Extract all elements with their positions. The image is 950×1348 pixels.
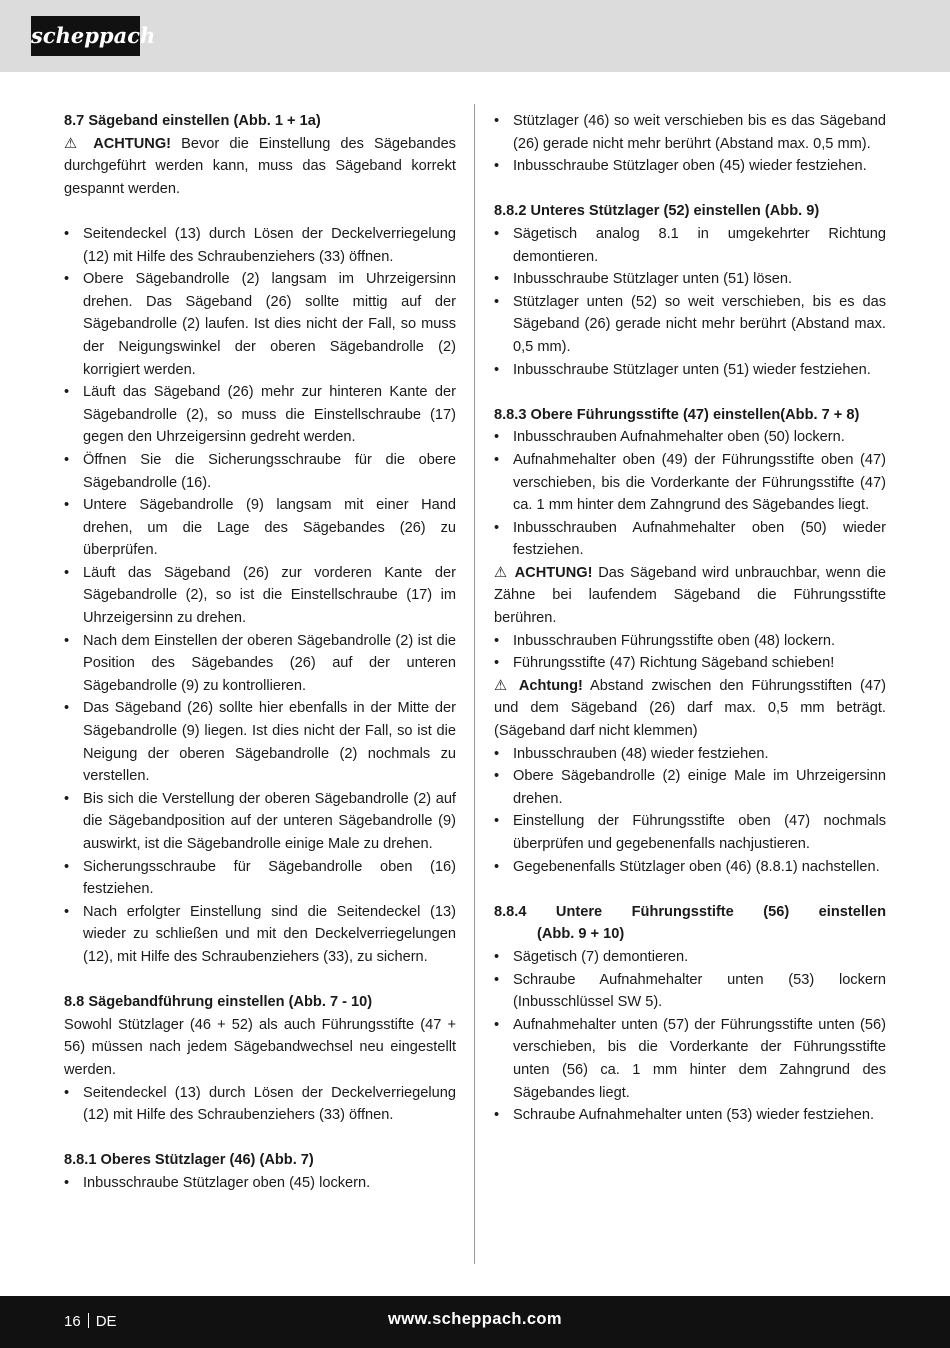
list-item: • Seitendeckel (13) durch Lösen der Deckelverriegelung (12) mit Hilfe des Schraubenziehers (33) öffnen. (64, 1082, 456, 1127)
list-item: • Läuft das Sägeband (26) zur vorderen Kante der Sägebandrolle (2), so ist die Einstellschraube (17) im Uhrzeigersinn zu drehen. (64, 562, 456, 630)
list-item: • Inbusschraube Stützlager oben (45) wieder festziehen. (494, 155, 886, 178)
section-8-8-1-list (64, 1172, 456, 1195)
section-8-8-1-list-continued (494, 110, 886, 178)
section-8-8-3-heading: 8.8.3 Obere Führungsstifte (47) einstellen(Abb. 7 + 8) (494, 406, 860, 423)
list-item: • Schraube Aufnahmehalter unten (53) wieder festziehen. (494, 1104, 886, 1127)
list-item: • Schraube Aufnahmehalter unten (53) lockern (Inbusschlüssel SW 5). (494, 969, 886, 1014)
list-item: • Gegebenenfalls Stützlager oben (46) (8.8.1) nachstellen. (494, 856, 886, 879)
list-item: • Aufnahmehalter oben (49) der Führungsstifte oben (47) verschieben, bis die Vorderkante der Führungsstifte (47) ca. 1 mm hinter dem Zahngrund des Sägebandes liegt. (494, 449, 886, 517)
section-8-8-4-list (494, 946, 886, 1127)
column-divider (474, 104, 475, 1264)
section-8-8-4-heading-cont: (Abb. 9 + 10) (537, 926, 625, 943)
section-8-8-3-list-a (494, 426, 886, 562)
list-item: • Inbusschrauben (48) wieder festziehen. (494, 743, 886, 766)
list-item: • Öffnen Sie die Sicherungsschraube für die obere Sägebandrolle (16). (64, 449, 456, 494)
section-8-7-warning (64, 133, 456, 201)
list-item: • Stützlager (46) so weit verschieben bis es das Sägeband (26) gerade nicht mehr berührt (Abstand max. 0,5 mm). (494, 110, 886, 155)
warning-text: Das Sägeband wird unbrauchbar, wenn die Zähne bei laufendem Sägeband die Führungsstifte berühren. (494, 564, 886, 627)
list-item: • Inbusschraube Stützlager oben (45) lockern. (64, 1172, 456, 1195)
list-item: • Inbusschraube Stützlager unten (51) wieder festziehen. (494, 359, 886, 382)
section-8-7-list (64, 223, 456, 969)
left-column (64, 110, 456, 1195)
list-item: • Sicherungsschraube für Sägebandrolle oben (16) festziehen. (64, 856, 456, 901)
warning-label: Achtung! (518, 677, 583, 694)
warning-label: ACHTUNG! (93, 135, 172, 152)
section-8-8-text: Sowohl Stützlager (46 + 52) als auch Führungsstifte (47 + 56) müssen nach jedem Sägebandwechsel neu eingestellt werden. (64, 1016, 456, 1078)
warning-text: Abstand zwischen den Führungsstiften (47) und dem Sägeband (26) darf max. 0,5 mm beträgt. (Sägeband darf nicht klemmen) (494, 677, 886, 740)
section-8-7-heading: 8.7 Sägeband einstellen (Abb. 1 + 1a) (64, 113, 321, 129)
list-item: • Obere Sägebandrolle (2) langsam im Uhrzeigersinn drehen. Das Sägeband (26) sollte mittig auf der Sägebandrolle (2) laufen. Ist dies nicht der Fall, so muss der Neigungswinkel der oberen Sägebandrolle (2) korrigiert werden. (64, 268, 456, 381)
website-url[interactable]: www.scheppach.com (388, 1310, 562, 1328)
section-8-8-2-list (494, 223, 886, 381)
list-item: • Führungsstifte (47) Richtung Sägeband schieben! (494, 652, 886, 675)
section-8-8-2-heading: 8.8.2 Unteres Stützlager (52) einstellen (Abb. 9) (494, 203, 820, 220)
page-number: 16 (64, 1313, 81, 1330)
section-8-8-list (64, 1082, 456, 1127)
list-item: • Nach erfolgter Einstellung sind die Seitendeckel (13) wieder zu schließen und mit den Deckelverriegelungen (12), mit Hilfe des Schraubenziehers (33), zu sichern. (64, 901, 456, 969)
list-item: • Sägetisch (7) demontieren. (494, 946, 886, 969)
page-footer (0, 1296, 950, 1348)
section-8-8-3-warning-1 (494, 562, 886, 630)
section-8-8-3-warning-2 (494, 675, 886, 743)
list-item: • Sägetisch analog 8.1 in umgekehrter Richtung demontieren. (494, 223, 886, 268)
section-8-8-4-heading: 8.8.4 Untere Führungsstifte (56) einstellen (494, 903, 886, 920)
scheppach-logo: scheppach (31, 16, 140, 56)
right-column (494, 110, 886, 1127)
warning-label: ACHTUNG! (514, 564, 593, 581)
list-item: • Bis sich die Verstellung der oberen Sägebandrolle (2) auf die Sägebandposition auf der unteren Sägebandrolle (9) auswirkt, ist die Sägebandrolle einige Male zu drehen. (64, 788, 456, 856)
list-item: • Das Sägeband (26) sollte hier ebenfalls in der Mitte der Sägebandrolle (9) liegen. Ist dies nicht der Fall, so ist die Neigung der oberen Sägebandrolle (2) nochmals zu verstellen. (64, 697, 456, 787)
list-item: • Läuft das Sägeband (26) mehr zur hinteren Kante der Sägebandrolle (2), so muss die Einstellschraube (17) gegen den Uhrzeigersinn gedreht werden. (64, 381, 456, 449)
warning-icon: ⚠ (494, 564, 509, 581)
warning-icon: ⚠ (494, 677, 511, 694)
warning-text: Bevor die Einstellung des Sägebandes durchgeführt werden kann, muss das Sägeband korrekt gespannt werden. (64, 135, 456, 197)
language-code: DE (95, 1313, 117, 1330)
list-item: • Inbusschrauben Aufnahmehalter oben (50) wieder festziehen. (494, 517, 886, 562)
list-item: • Inbusschrauben Führungsstifte oben (48) lockern. (494, 630, 886, 653)
section-8-8-3-list-b (494, 630, 886, 675)
list-item: • Inbusschrauben Aufnahmehalter oben (50) lockern. (494, 426, 886, 449)
list-item: • Seitendeckel (13) durch Lösen der Deckelverriegelung (12) mit Hilfe des Schraubenziehers (33) öffnen. (64, 223, 456, 268)
list-item: • Stützlager unten (52) so weit verschieben, bis es das Sägeband (26) gerade nicht mehr berührt (Abstand max. 0,5 mm). (494, 291, 886, 359)
list-item: • Einstellung der Führungsstifte oben (47) nochmals überprüfen und gegebenenfalls nachjustieren. (494, 810, 886, 855)
list-item: • Untere Sägebandrolle (9) langsam mit einer Hand drehen, um die Lage des Sägebandes (26) zu überprüfen. (64, 494, 456, 562)
list-item: • Nach dem Einstellen der oberen Sägebandrolle (2) ist die Position des Sägebandes (26) auf der unteren Sägebandrolle (9) zu kontrollieren. (64, 630, 456, 698)
list-item: • Obere Sägebandrolle (2) einige Male im Uhrzeigersinn drehen. (494, 765, 886, 810)
warning-icon: ⚠ (64, 135, 84, 152)
section-8-8-1-heading: 8.8.1 Oberes Stützlager (46) (Abb. 7) (64, 1152, 314, 1169)
section-8-8-heading: 8.8 Sägebandführung einstellen (Abb. 7 - 10) (64, 994, 373, 1011)
list-item: • Aufnahmehalter unten (57) der Führungsstifte unten (56) verschieben, bis die Vorderkante der Führungsstifte unten (56) ca. 1 mm hinter dem Zahngrund des Sägebandes liegt. (494, 1014, 886, 1104)
section-8-8-3-list-c (494, 743, 886, 879)
page-header (0, 0, 950, 72)
list-item: • Inbusschraube Stützlager unten (51) lösen. (494, 268, 886, 291)
